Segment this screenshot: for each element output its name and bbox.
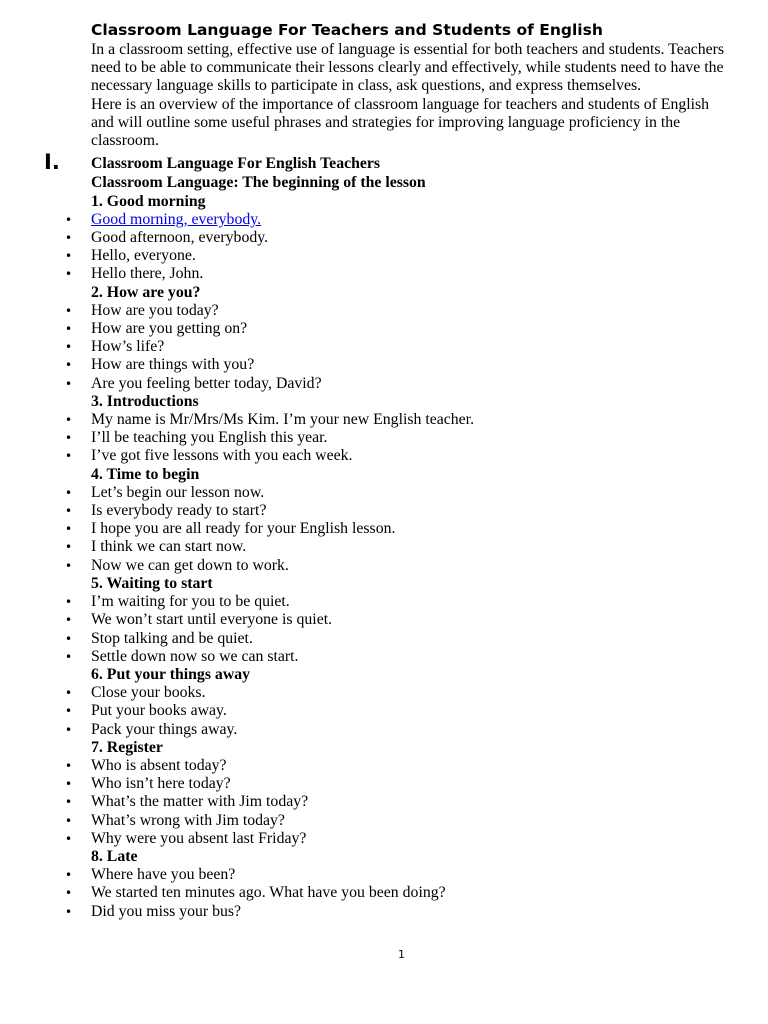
- phrase-list: [65, 684, 731, 739]
- phrase-text: What’s wrong with Jim today?: [91, 811, 285, 829]
- list-item: [65, 429, 731, 447]
- bullet-icon: •: [65, 431, 73, 446]
- page-number: 1: [398, 948, 405, 961]
- bullet-icon: •: [65, 449, 73, 464]
- document-title: Classroom Language For Teachers and Students of English: [91, 21, 603, 39]
- list-item: [65, 829, 731, 848]
- phrase-list: [65, 301, 731, 393]
- phrase-list: [65, 411, 731, 466]
- bullet-icon: •: [65, 886, 73, 901]
- list-item: [65, 884, 731, 902]
- list-item: [65, 483, 731, 502]
- list-item: [65, 593, 731, 611]
- phrase-text: I’m waiting for you to be quiet.: [91, 593, 290, 611]
- list-item: [65, 720, 731, 739]
- bullet-icon: •: [65, 303, 73, 318]
- bullet-icon: •: [65, 340, 73, 355]
- list-item: [65, 629, 731, 648]
- phrase-link[interactable]: Good morning, everybody.: [91, 210, 262, 228]
- bullet-icon: •: [65, 322, 73, 337]
- group-heading: 1. Good morning: [91, 192, 206, 210]
- intro-paragraph-1: In a classroom setting, effective use of language is essential for both teachers and students. Teachers need to be able to communicate their lessons clearly and effectively, while students need to have the necessary language skills to participate in class, ask questions, and express themselves.: [91, 41, 725, 95]
- bullet-icon: •: [65, 595, 73, 610]
- group-heading: 8. Late: [91, 847, 138, 865]
- list-item: [65, 684, 731, 702]
- list-item: [65, 902, 731, 921]
- bullet-icon: •: [65, 485, 73, 500]
- section-teachers: [44, 150, 731, 921]
- bullet-icon: •: [65, 904, 73, 919]
- phrase-text: How are you today?: [91, 301, 219, 319]
- list-item: [65, 265, 731, 283]
- phrase-text: Stop talking and be quiet.: [91, 629, 253, 647]
- list-item: [65, 556, 731, 575]
- phrase-text: I hope you are all ready for your English lesson.: [91, 520, 396, 538]
- phrase-text: Why were you absent last Friday?: [91, 829, 307, 847]
- group-heading: 6. Put your things away: [91, 665, 251, 683]
- list-item: [65, 775, 731, 793]
- phrase-text: Close your books.: [91, 684, 206, 702]
- bullet-icon: •: [65, 686, 73, 701]
- bullet-icon: •: [65, 504, 73, 519]
- list-item: [65, 338, 731, 356]
- bullet-icon: •: [65, 212, 73, 227]
- phrase-list: [65, 593, 731, 666]
- bullet-icon: •: [65, 631, 73, 646]
- phrase-list: [65, 866, 731, 921]
- bullet-icon: •: [65, 558, 73, 573]
- bullet-icon: •: [65, 249, 73, 264]
- phrase-text: Are you feeling better today, David?: [91, 374, 322, 392]
- phrase-list: [65, 483, 731, 575]
- list-item: [65, 374, 731, 393]
- bullet-icon: •: [65, 868, 73, 883]
- bullet-icon: •: [65, 758, 73, 773]
- phrase-text: We won’t start until everyone is quiet.: [91, 611, 333, 629]
- list-item: [65, 756, 731, 775]
- group-heading: 3. Introductions: [91, 392, 199, 410]
- bullet-icon: •: [65, 813, 73, 828]
- list-item: [65, 356, 731, 374]
- list-item: [65, 229, 731, 247]
- phrase-text: We started ten minutes ago. What have you been doing?: [91, 884, 446, 902]
- section-heading: Classroom Language For English Teachers: [91, 155, 381, 173]
- bullet-icon: •: [65, 649, 73, 664]
- phrase-text: I’ve got five lessons with you each week.: [91, 447, 353, 465]
- list-item: [65, 866, 731, 884]
- list-item: [65, 647, 731, 666]
- phrase-text: I’ll be teaching you English this year.: [91, 429, 328, 447]
- phrase-text: Good afternoon, everybody.: [91, 229, 269, 247]
- phrase-text: Now we can get down to work.: [91, 556, 289, 574]
- list-item: [65, 502, 731, 520]
- phrase-text: Hello, everyone.: [91, 247, 196, 265]
- phrase-text: Hello there, John.: [91, 265, 204, 283]
- list-item: [65, 210, 731, 229]
- section-numeral: I.: [44, 150, 60, 175]
- phrase-text: Did you miss your bus?: [91, 902, 242, 920]
- bullet-icon: •: [65, 777, 73, 792]
- bullet-icon: •: [65, 613, 73, 628]
- group-heading: 5. Waiting to start: [91, 574, 213, 592]
- phrase-text: How are you getting on?: [91, 320, 248, 338]
- list-item: [65, 301, 731, 320]
- phrase-text: Let’s begin our lesson now.: [91, 483, 265, 501]
- bullet-icon: •: [65, 231, 73, 246]
- list-item: [65, 702, 731, 720]
- bullet-icon: •: [65, 540, 73, 555]
- phrase-text: Put your books away.: [91, 702, 227, 720]
- phrase-text: Is everybody ready to start?: [91, 502, 267, 520]
- phrase-text: My name is Mr/Mrs/Ms Kim. I’m your new English teacher.: [91, 411, 475, 429]
- phrase-text: How’s life?: [91, 338, 165, 356]
- bullet-icon: •: [65, 358, 73, 373]
- group-heading: 7. Register: [91, 738, 163, 756]
- list-item: [65, 793, 731, 811]
- section-subheading: Classroom Language: The beginning of the lesson: [91, 174, 426, 192]
- phrase-text: Settle down now so we can start.: [91, 647, 299, 665]
- bullet-icon: •: [65, 376, 73, 391]
- list-item: [65, 247, 731, 265]
- phrase-text: What’s the matter with Jim today?: [91, 793, 309, 811]
- phrase-list: [65, 210, 731, 284]
- intro-paragraph-2: Here is an overview of the importance of classroom language for teachers and students of English and will outline some useful phrases and strategies for improving language proficiency in the classroom.: [91, 95, 710, 150]
- bullet-icon: •: [65, 722, 73, 737]
- phrase-list: [65, 756, 731, 848]
- list-item: [65, 611, 731, 629]
- phrase-text: Pack your things away.: [91, 720, 238, 738]
- list-item: [65, 520, 731, 538]
- phrase-text: Where have you been?: [91, 866, 236, 884]
- bullet-icon: •: [65, 267, 73, 282]
- bullet-icon: •: [65, 413, 73, 428]
- phrase-text: Who is absent today?: [91, 756, 227, 774]
- page-content: [44, 20, 731, 921]
- group-heading: 2. How are you?: [91, 283, 201, 301]
- list-item: [65, 411, 731, 429]
- phrase-groups: [65, 192, 731, 921]
- list-item: [65, 447, 731, 465]
- phrase-text: Who isn’t here today?: [91, 775, 231, 793]
- phrase-text: How are things with you?: [91, 356, 255, 374]
- group-heading: 4. Time to begin: [91, 465, 200, 483]
- bullet-icon: •: [65, 795, 73, 810]
- bullet-icon: •: [65, 831, 73, 846]
- list-item: [65, 538, 731, 556]
- bullet-icon: •: [65, 704, 73, 719]
- bullet-icon: •: [65, 522, 73, 537]
- phrase-text: I think we can start now.: [91, 538, 247, 556]
- list-item: [65, 320, 731, 338]
- list-item: [65, 811, 731, 830]
